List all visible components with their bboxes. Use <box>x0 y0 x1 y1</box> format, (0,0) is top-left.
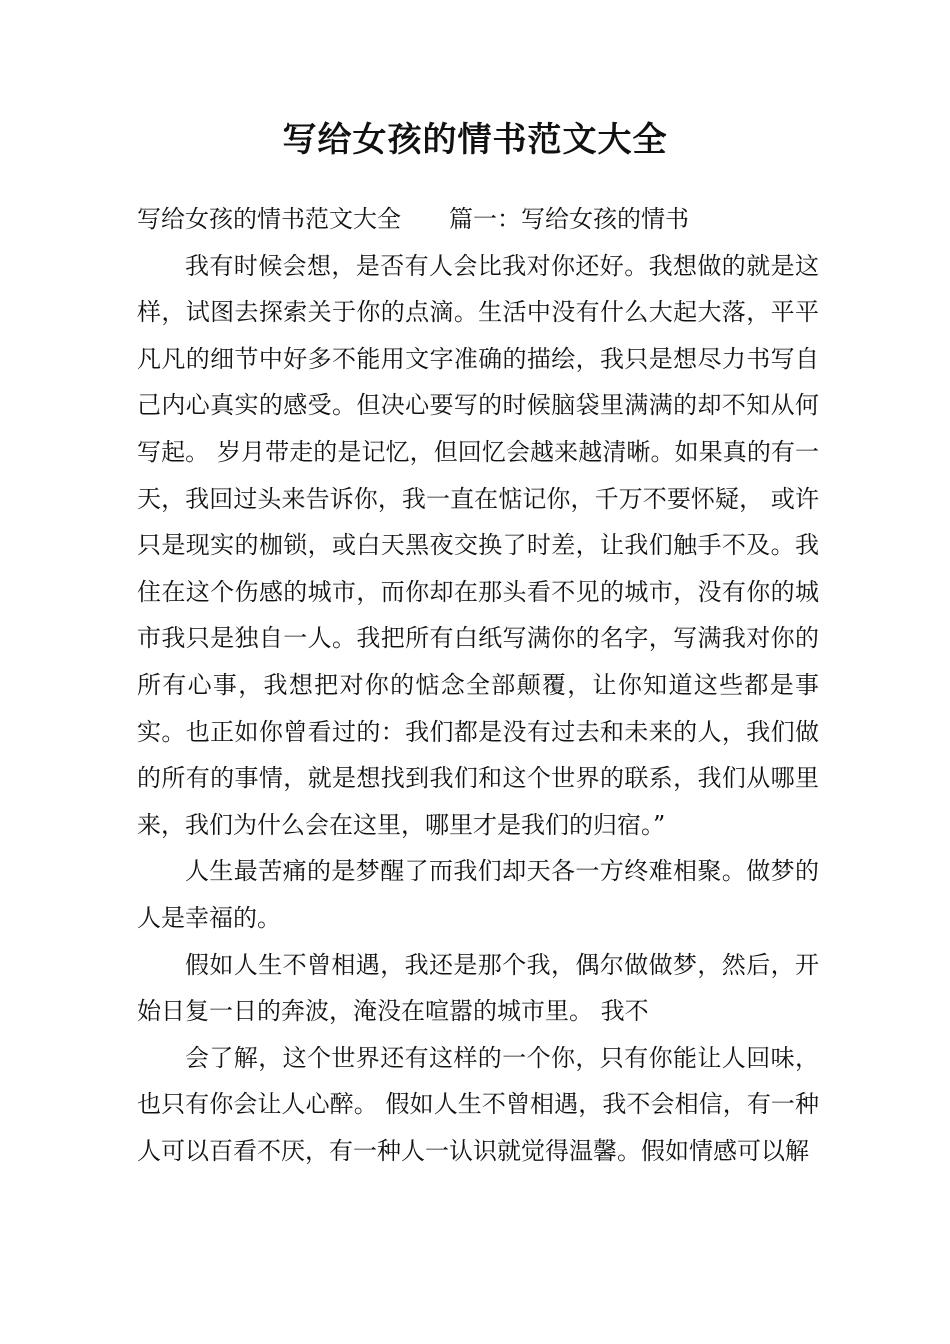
paragraph-4: 会了解，这个世界还有这样的一个你，只有你能让人回味，也只有你会让人心醉。 假如人生不曾相遇，我不会相信，有一种人可以百看不厌，有一种人一认识就觉得温馨。假如情感可以解 <box>137 1043 819 1165</box>
document-title: 写给女孩的情书范文大全 <box>282 120 668 160</box>
document-subtitle: 写给女孩的情书范文大全 篇一：写给女孩的情书 <box>137 205 689 233</box>
paragraph-3: 假如人生不曾相遇，我还是那个我，偶尔做做梦，然后，开始日复一日的奔波，淹没在喧嚣的城市里。 我不 <box>137 950 819 1026</box>
paragraph-1: 我有时候会想，是否有人会比我对你还好。我想做的就是这样，试图去探索关于你的点滴。生活中没有什么大起大落，平平凡凡的细节中好多不能用文字准确的描绘，我只是想尽力书写自己内心真实的感受。但决心要写的时候脑袋里满满的却不知从何写起。 岁月带走的是记忆，但回忆会越来越清晰。如果真的有一天，我回过头来告诉你，我一直在惦记你，千万不要怀疑， 或许只是现实的枷锁，或白天黑夜交换了时差，让我们触手不及。我住在这个伤感的城市，而你却在那头看不见的城市，没有你的城市我只是独自一人。我把所有白纸写满你的名字，写满我对你的所有心事，我想把对你的惦念全部颠覆，让你知道这些都是事实。也正如你曾看过的：我们都是没有过去和未来的人，我们做的所有的事情，就是想找到我们和这个世界的联系，我们从哪里来，我们为什么会在这里，哪里才是我们的归宿。” <box>137 251 819 839</box>
paragraph-2: 人生最苦痛的是梦醒了而我们却天各一方终难相聚。做梦的人是幸福的。 <box>137 857 819 932</box>
document-body <box>137 196 819 1174</box>
